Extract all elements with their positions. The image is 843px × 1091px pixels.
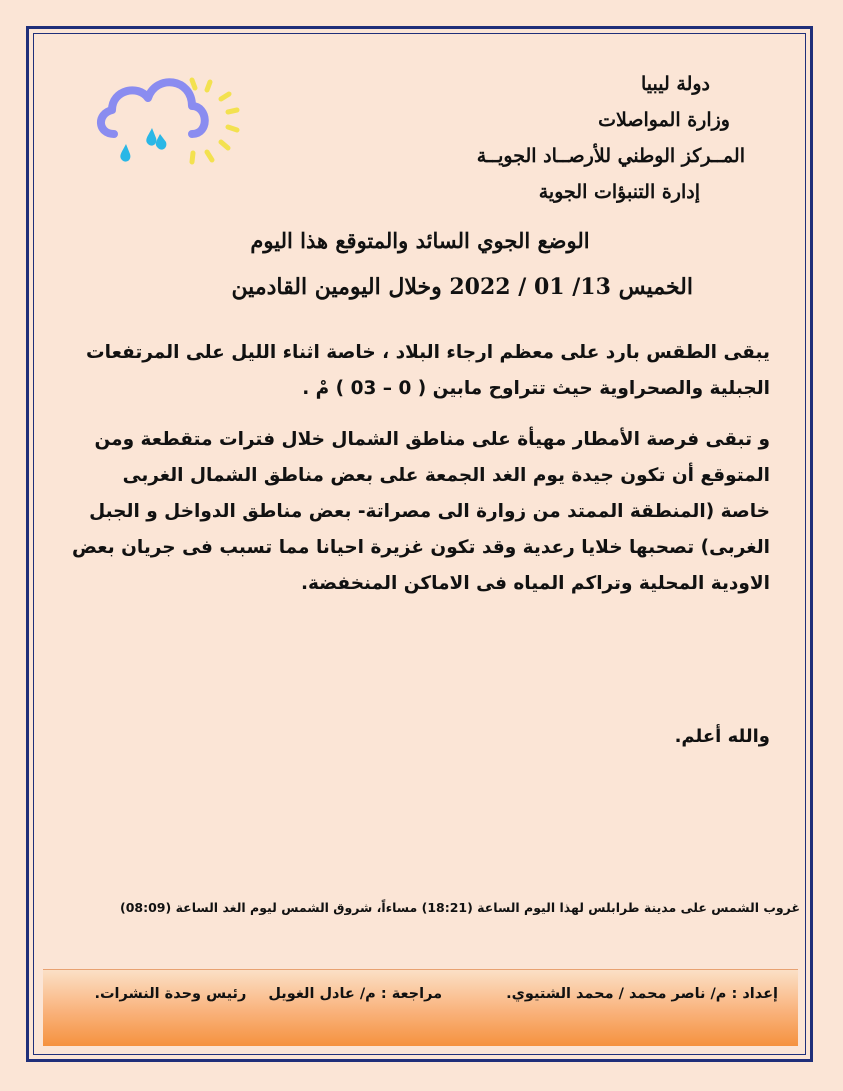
sunset-sunrise-note: غروب الشمس على مدينة طرابلس لهذا اليوم الساعة (18:21) مساءاً، شروق الشمس ليوم الغد الساعة (08:09): [120, 900, 800, 915]
bulletin-date: الخميس 13/ 01 / 2022 وخلال اليومين القادمين: [231, 274, 693, 300]
unit-head: رئيس وحدة النشرات.: [94, 986, 247, 1002]
bulletin-title: الوضع الجوي السائد والمتوقع هذا اليوم: [250, 228, 590, 253]
header-department: إدارة التنبؤات الجوية: [538, 181, 700, 203]
prepared-by: إعداد : م/ ناصر محمد / محمد الشتيوي.: [506, 986, 778, 1002]
header-ministry: وزارة المواصلات: [598, 109, 730, 131]
rain-cloud-sun-icon: [92, 72, 252, 172]
forecast-paragraph-rain: و تبقى فرصة الأمطار مهيأة على مناطق الشمال خلال فترات متقطعة ومن المتوقع أن تكون جيدة يوم الغد الجمعة على بعض مناطق الشمال الغربى خاصة (المنطقة الممتد من زوارة الى مصراتة- بعض مناطق الدواخل و الجبل الغربى) تصحبها خلايا رعدية وقد تكون غزيرة احيانا مما تسبب فى جريان بعض الاودية المحلية وتراكم المياه فى الاماكن المنخفضة.: [72, 429, 770, 594]
header-state: دولة ليبيا: [640, 73, 710, 95]
forecast-paragraph-temperature: يبقى الطقس بارد على معظم ارجاء البلاد ، خاصة اثناء الليل على المرتفعات الجبلية والصحراوية حيث تتراوح مابين ( 0 – 03 ) مْ .: [86, 342, 770, 399]
footer-credits: [94, 986, 778, 1002]
closing-phrase: والله أعلم.: [674, 726, 770, 747]
issuer-header: [325, 66, 745, 210]
header-center: المــركز الوطني للأرصــاد الجويــة: [476, 145, 745, 167]
footer-bar: [43, 969, 798, 1046]
reviewed-by: مراجعة : م/ عادل الغويل: [268, 986, 443, 1002]
